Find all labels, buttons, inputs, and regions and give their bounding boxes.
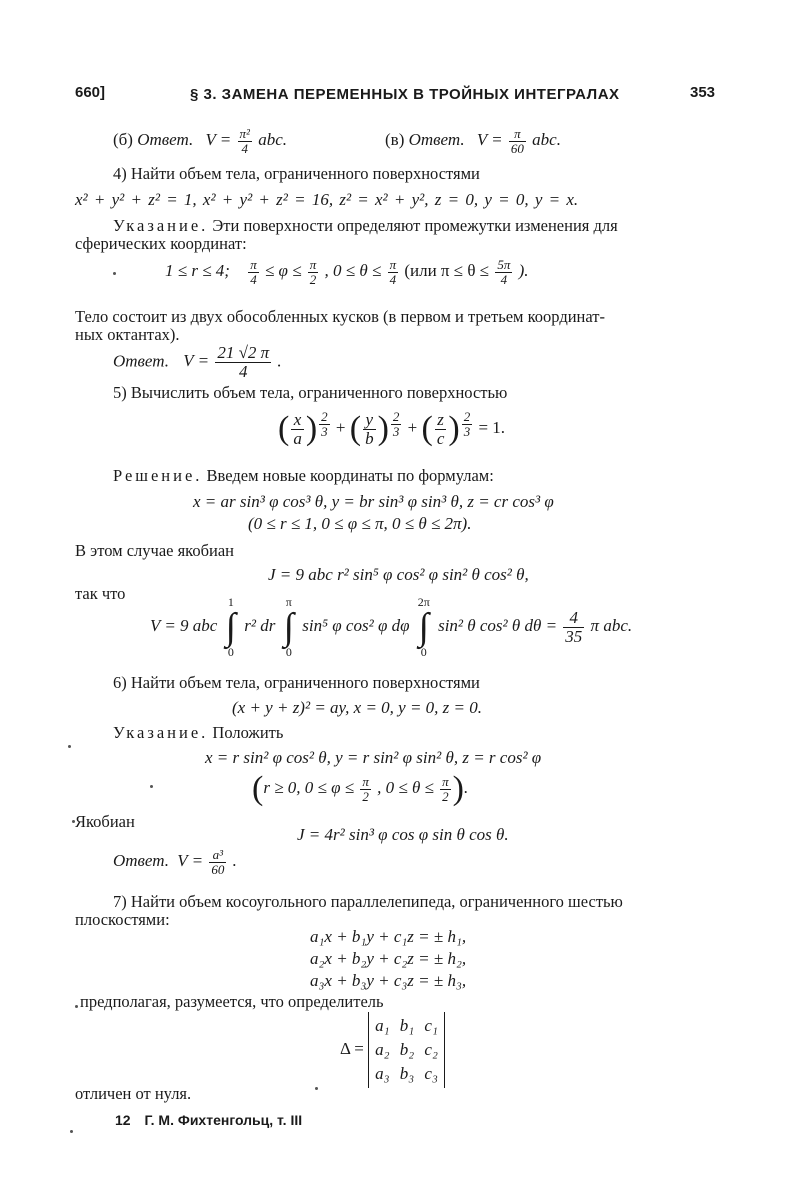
problem-4-statement: 4) Найти объем тела, ограниченного поверхностями	[113, 164, 480, 183]
scan-speck	[315, 1087, 318, 1090]
problem-5-statement: 5) Вычислить объем тела, ограниченного поверхностью	[113, 383, 508, 402]
header-title: § 3. ЗАМЕНА ПЕРЕМЕННЫХ В ТРОЙНЫХ ИНТЕГРАЛАХ	[190, 86, 620, 103]
problem-7-statement: 7) Найти объем косоугольного параллелепипеда, ограниченного шестью	[113, 892, 623, 911]
problem-5-jacobian-text: В этом случае якобиан	[75, 541, 234, 560]
problem-6-statement: 6) Найти объем тела, ограниченного поверхностями	[113, 673, 480, 692]
scan-speck	[72, 820, 75, 823]
scan-speck	[68, 745, 71, 748]
header-page-number: 353	[690, 84, 716, 101]
problem-7-plane-3: a₃x + b₃y + c₃z = ± h₃,	[310, 971, 467, 990]
problem-7-determinant: Δ = a₁ b₁ c₁ a₂ b₂ c₂ a₃ b₃ c₃	[340, 1012, 445, 1088]
determinant-row-2: a₂ b₂ c₂	[375, 1040, 438, 1059]
determinant-row-3: a₃ b₃ c₃	[375, 1064, 438, 1083]
determinant-row-1: a₁ b₁ c₁	[375, 1016, 438, 1035]
problem-4-answer: Ответ. V = $\frac{21 √2 \pi}{4}$ .	[113, 343, 282, 381]
scan-speck	[70, 1130, 73, 1133]
footer-signature: 12 Г. М. Фихтенгольц, т. III	[115, 1112, 303, 1128]
problem-5-so-text: так что	[75, 584, 126, 603]
answer-v: (в) Ответ. V = $\frac{\pi}{60}$ abc.	[385, 126, 561, 156]
problem-7-statement-cont: плоскостями:	[75, 910, 170, 929]
problem-7-nonzero: отличен от нуля.	[75, 1084, 192, 1103]
problem-7-plane-1: a₁x + b₁y + c₁z = ± h₁,	[310, 927, 467, 946]
problem-7-assumption: предполагая, разумеется, что определитель	[80, 992, 384, 1011]
problem-7-plane-2: a₂x + b₂y + c₂z = ± h₂,	[310, 949, 467, 968]
answer-b: (б) Ответ. V = $\frac{\text{π²}}{4}$ abc.	[113, 126, 288, 156]
problem-6-hint: Указание. Положить	[113, 723, 284, 742]
problem-5-volume: V = 9 abc 1 ∫ 0 r² dr π ∫ 0 sin⁵ φ cos² φ dφ 2π ∫ 0 sin² θ cos² θ dθ = $\frac{4}{35}$ π abc.	[150, 595, 633, 659]
problem-5-surface: ( $\frac{x}{a}$ ) $\frac{2}{3}$ + ( $\frac{y}{b}$ ) $\frac{2}{3}$ + ( $\frac{z}{c}$ ) $\frac{2}{3}$ = 1.	[278, 409, 506, 448]
problem-5-solution: Решение. Введем новые координаты по формулам:	[113, 466, 494, 485]
problem-6-jacobian: J = 4r² sin³ φ cos φ sin θ cos θ.	[297, 825, 509, 844]
problem-4-body-1: Тело состоит из двух обособленных кусков (в первом и третьем координат-	[75, 307, 605, 326]
problem-6-surface: (x + y + z)² = ay, x = 0, y = 0, z = 0.	[232, 698, 483, 717]
problem-5-substitution: x = ar sin³ φ cos³ θ, y = br sin³ φ sin³ θ, z = cr cos³ φ	[193, 492, 554, 511]
problem-4-hint: Указание. Эти поверхности определяют промежутки изменения для	[113, 216, 618, 235]
header-section-number: 660]	[75, 84, 106, 101]
scan-speck	[113, 272, 116, 275]
problem-4-ranges: 1 ≤ r ≤ 4; $\frac{\pi}{4}$ ≤ φ ≤ $\frac{\pi}{2}$ , 0 ≤ θ ≤ $\frac{\pi}{4}$ (или π ≤ θ ≤ $\frac{5\pi}{4}$ ).	[165, 257, 529, 287]
problem-5-limits: (0 ≤ r ≤ 1, 0 ≤ φ ≤ π, 0 ≤ θ ≤ 2π).	[248, 514, 472, 533]
scan-speck	[150, 785, 153, 788]
problem-6-substitution: x = r sin² φ cos² θ, y = r sin² φ sin² θ, z = r cos² φ	[205, 748, 542, 767]
problem-4-hint-cont: сферических координат:	[75, 234, 247, 253]
problem-5-jacobian: J = 9 abc r² sin⁵ φ cos² φ sin² θ cos² θ,	[268, 565, 529, 584]
problem-6-jacobian-word: Якобиан	[75, 812, 135, 831]
problem-6-answer: Ответ. V = $\frac{\text{a³}}{60}$ .	[113, 847, 237, 877]
problem-6-limits: (r ≥ 0, 0 ≤ φ ≤ $\frac{\pi}{2}$ , 0 ≤ θ ≤ $\frac{\pi}{2}$ ).	[252, 770, 469, 807]
problem-4-body-2: ных октантах).	[75, 325, 180, 344]
scan-speck	[75, 1005, 78, 1008]
problem-4-surfaces: x² + y² + z² = 1, x² + y² + z² = 16, z² = x² + y², z = 0, y = 0, y = x.	[75, 190, 579, 209]
